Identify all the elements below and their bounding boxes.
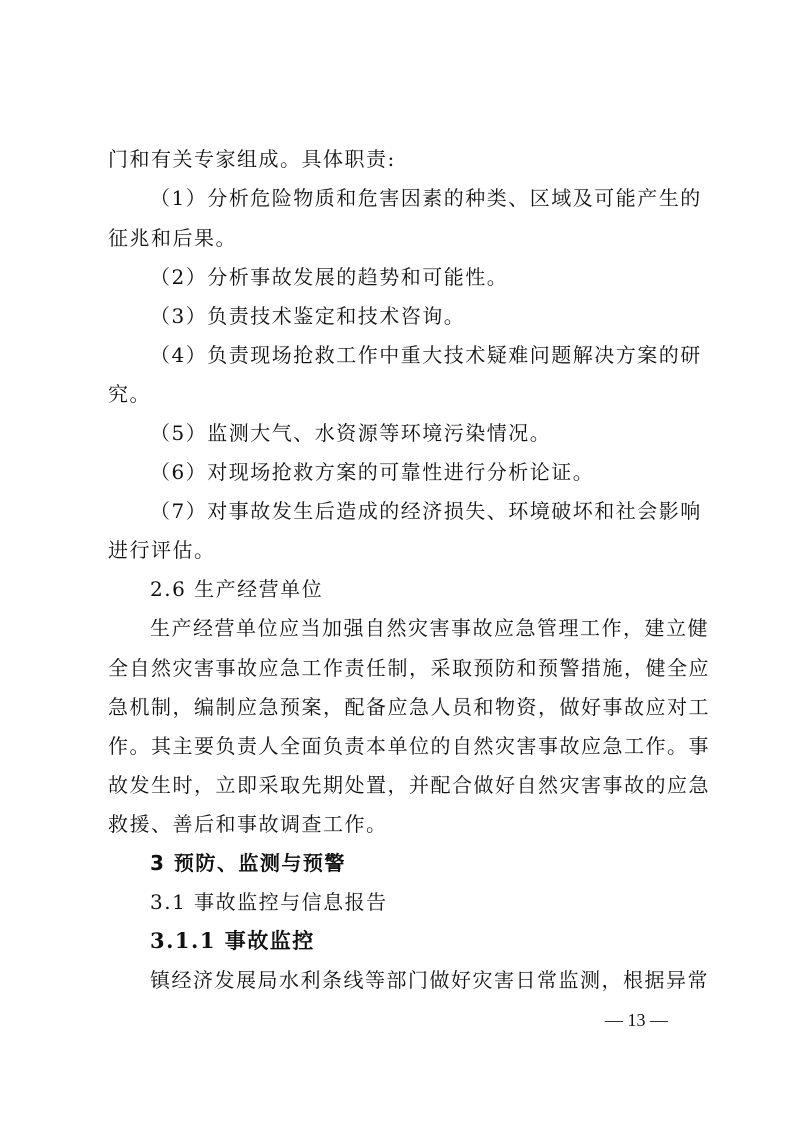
paragraph-line: 镇经济发展局水利条线等部门做好灾害日常监测，根据异常 [150,968,709,992]
section-heading-2-6: 2.6 生产经营单位 [150,577,324,601]
section-heading-3-1-1: 3.1.1 事故监控 [150,928,315,953]
paragraph-line: 故发生时，立即采取先期处置，并配合做好自然灾害事故的应急 [108,773,710,797]
paragraph-line: 急机制，编制应急预案，配备应急人员和物资，做好事故应对工 [108,695,710,719]
paragraph-line: 生产经营单位应当加强自然灾害事故应急管理工作，建立健 [150,616,709,640]
list-item-3: （3）负责技术鉴定和技术咨询。 [150,304,466,328]
paragraph-line: 究。 [108,382,151,406]
list-item-4: （4）负责现场抢救工作中重大技术疑难问题解决方案的研 [150,343,702,367]
paragraph-line: 全自然灾害事故应急工作责任制，采取预防和预警措施，健全应 [108,656,710,680]
paragraph-line: 作。其主要负责人全面负责本单位的自然灾害事故应急工作。事 [108,734,710,758]
paragraph-line: 征兆和后果。 [108,226,237,250]
list-item-6: （6）对现场抢救方案的可靠性进行分析论证。 [150,460,595,484]
list-item-2: （2）分析事故发展的趋势和可能性。 [150,265,509,289]
list-item-1: （1）分析危险物质和危害因素的种类、区域及可能产生的 [150,186,702,210]
section-heading-3: 3 预防、监测与预警 [150,851,346,875]
list-item-7: （7）对事故发生后造成的经济损失、环境破坏和社会影响 [150,499,702,523]
page-number: — 13 — [605,1010,668,1030]
paragraph-line: 进行评估。 [108,538,216,562]
section-heading-3-1: 3.1 事故监控与信息报告 [150,890,388,914]
paragraph-line: 救援、善后和事故调查工作。 [108,812,388,836]
list-item-5: （5）监测大气、水资源等环境污染情况。 [150,421,552,445]
paragraph-line: 门和有关专家组成。具体职责: [108,147,396,171]
